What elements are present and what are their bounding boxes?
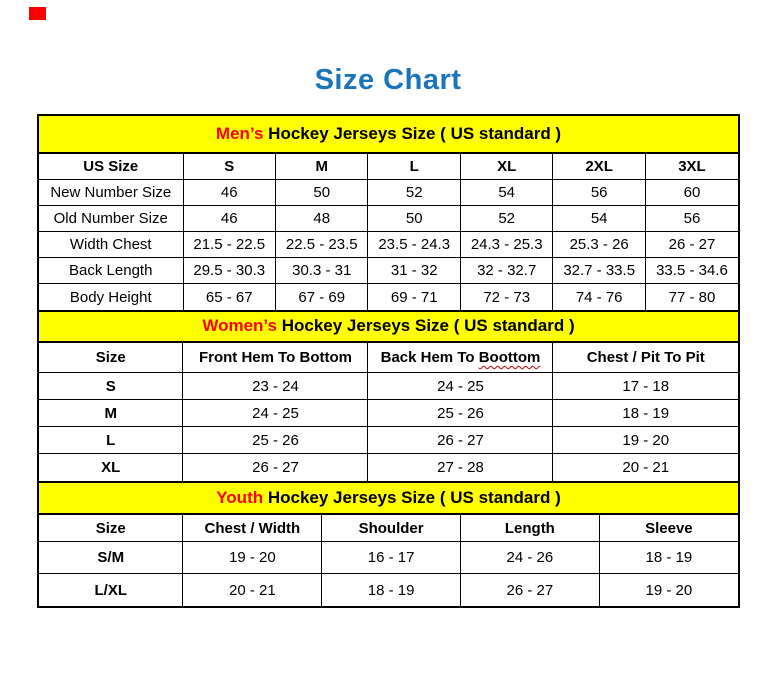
column-header: Chest / Pit To Pit [553,343,738,373]
row-label: XL [39,454,183,481]
youth-banner-text: Hockey Jerseys Size ( US standard ) [263,487,561,507]
table-row [39,574,738,606]
row-label: New Number Size [39,180,183,206]
column-header: M [275,154,367,180]
size-cell: 54 [460,180,552,206]
womens-size-table [39,343,738,481]
column-header: Front Hem To Bottom [183,343,368,373]
table-header-row [39,154,738,180]
size-chart-container [37,114,740,608]
row-label: S [39,373,183,400]
column-header: XL [460,154,552,180]
size-cell: 52 [460,206,552,232]
column-header: US Size [39,154,183,180]
table-row [39,454,738,481]
row-label: Width Chest [39,232,183,258]
row-label: L [39,427,183,454]
size-cell: 24.3 - 25.3 [460,232,552,258]
table-row [39,427,738,454]
size-cell: 50 [275,180,367,206]
mens-banner-highlight: Men’s [215,123,264,143]
table-row [39,284,738,310]
column-header: S [183,154,275,180]
column-header: 3XL [645,154,738,180]
size-cell: 18 - 19 [322,574,461,606]
table-row [39,180,738,206]
size-cell: 67 - 69 [275,284,367,310]
row-label: Back Length [39,258,183,284]
size-cell: 27 - 28 [368,454,553,481]
size-cell: 25 - 26 [368,400,553,427]
size-cell: 74 - 76 [553,284,645,310]
column-header: L [368,154,460,180]
size-cell: 17 - 18 [553,373,738,400]
youth-banner-highlight: Youth [216,487,264,507]
size-cell: 29.5 - 30.3 [183,258,275,284]
size-cell: 48 [275,206,367,232]
row-label: Body Height [39,284,183,310]
size-cell: 16 - 17 [322,542,461,574]
size-cell: 46 [183,206,275,232]
mens-banner-text: Hockey Jerseys Size ( US standard ) [263,123,562,143]
size-cell: 24 - 25 [368,373,553,400]
mens-size-table [39,154,738,310]
size-cell: 23.5 - 24.3 [368,232,460,258]
column-header: Shoulder [322,515,461,542]
size-cell: 69 - 71 [368,284,460,310]
table-header-row [39,515,738,542]
size-cell: 56 [645,206,738,232]
size-cell: 19 - 20 [599,574,738,606]
size-cell: 46 [183,180,275,206]
size-cell: 26 - 27 [460,574,599,606]
table-row [39,206,738,232]
size-cell: 50 [368,206,460,232]
row-label: Old Number Size [39,206,183,232]
size-cell: 32 - 32.7 [460,258,552,284]
row-label: S/M [39,542,183,574]
size-cell: 18 - 19 [553,400,738,427]
size-cell: 54 [553,206,645,232]
size-cell: 25 - 26 [183,427,368,454]
column-header: Size [39,343,183,373]
size-cell: 26 - 27 [183,454,368,481]
size-cell: 19 - 20 [183,542,322,574]
size-cell: 26 - 27 [645,232,738,258]
size-cell: 30.3 - 31 [275,258,367,284]
size-cell: 56 [553,180,645,206]
column-header: Size [39,515,183,542]
size-cell: 31 - 32 [368,258,460,284]
size-cell: 24 - 26 [460,542,599,574]
size-cell: 24 - 25 [183,400,368,427]
page-title: Size Chart [314,64,462,96]
size-cell: 32.7 - 33.5 [553,258,645,284]
row-label: M [39,400,183,427]
size-cell: 21.5 - 22.5 [183,232,275,258]
column-header: Length [460,515,599,542]
table-row [39,542,738,574]
mens-section-banner [39,116,738,154]
size-cell: 60 [645,180,738,206]
size-cell: 77 - 80 [645,284,738,310]
table-header-row [39,343,738,373]
table-row [39,258,738,284]
table-row [39,232,738,258]
row-label: L/XL [39,574,183,606]
size-cell: 52 [368,180,460,206]
size-cell: 72 - 73 [460,284,552,310]
size-cell: 25.3 - 26 [553,232,645,258]
table-row [39,400,738,427]
column-header [368,343,553,373]
size-cell: 20 - 21 [553,454,738,481]
size-cell: 19 - 20 [553,427,738,454]
youth-section-banner [39,481,738,515]
column-header: 2XL [553,154,645,180]
size-cell: 23 - 24 [183,373,368,400]
size-cell: 65 - 67 [183,284,275,310]
youth-size-table [39,515,738,606]
column-header: Sleeve [599,515,738,542]
column-header-text: Back Hem To [380,349,479,367]
table-row [39,373,738,400]
size-cell: 22.5 - 23.5 [275,232,367,258]
size-cell: 20 - 21 [183,574,322,606]
womens-banner-text: Hockey Jerseys Size ( US standard ) [276,316,575,336]
column-header: Chest / Width [183,515,322,542]
size-cell: 33.5 - 34.6 [645,258,738,284]
womens-banner-highlight: Women’s [202,316,277,336]
womens-section-banner [39,310,738,343]
size-cell: 26 - 27 [368,427,553,454]
size-cell: 18 - 19 [599,542,738,574]
misspelled-word: Boottom [478,349,541,367]
red-marker [29,7,46,20]
